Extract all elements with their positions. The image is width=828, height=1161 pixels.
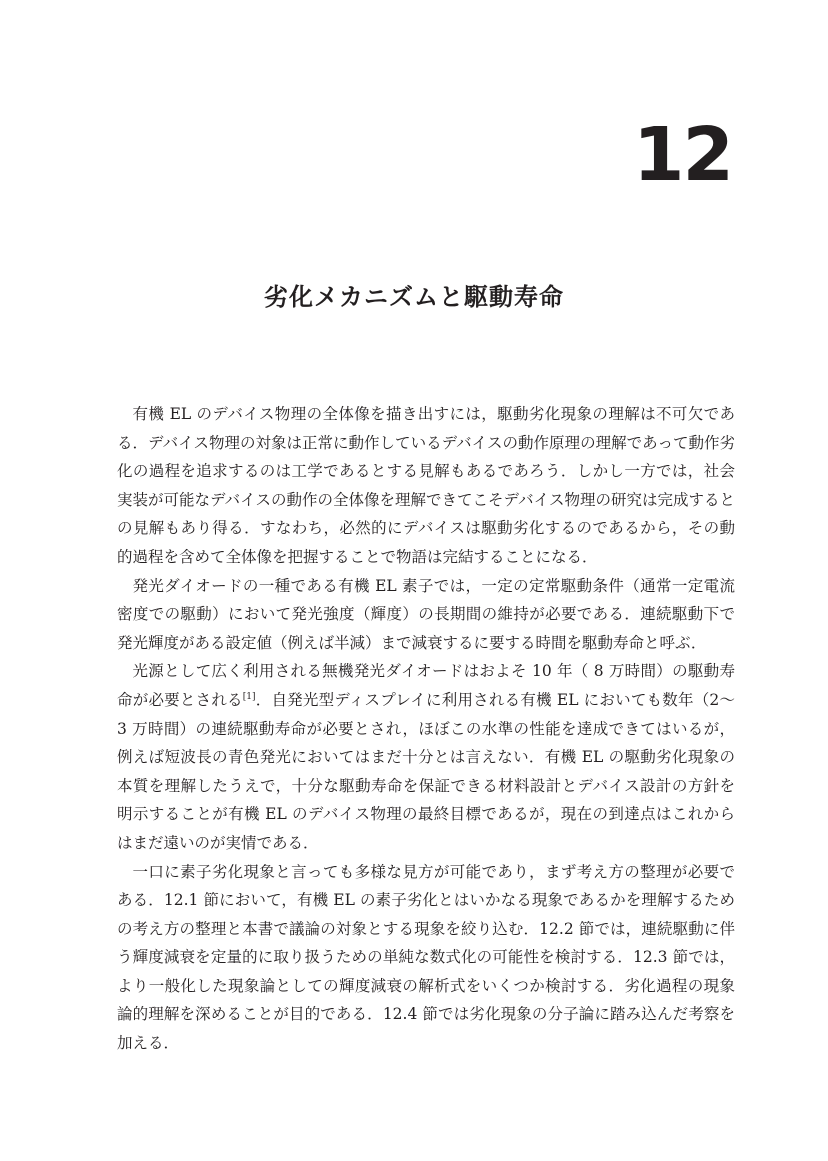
paragraph-lifetime-text-after: ．自発光型ディスプレイに利用される有機 EL においても数年（2～3 万時間）の連続駆動寿命が必要とされ，ほぼこの水準の性能を達成できてはいるが，例えば短波長の青色発光においてはまだ十分とは言えない．有機 EL の駆動劣化現象の本質を理解したうえで，十分な駆動寿命を保証できる材料設計とデバイス設計の方針を明示することが有機 EL のデバイス物理の最終目標であるが，現在の到達点はこれからはまだ遠いのが実情である． bbox=[117, 690, 735, 852]
chapter-title: 劣化メカニズムと駆動寿命 bbox=[264, 283, 564, 311]
paragraph-intro: 有機 EL のデバイス物理の全体像を描き出すには，駆動劣化現象の理解は不可欠である．デバイス物理の対象は正常に動作しているデバイスの動作原理の理解であって動作劣化の過程を追求するのは工学であるとする見解もあるであろう．しかし一方では，社会実装が可能なデバイスの動作の全体像を理解できてこそデバイス物理の研究は完成するとの見解もあり得る．すなわち，必然的にデバイスは駆動劣化するのであるから，その動的過程を含めて全体像を把握することで物語は完結することになる． bbox=[117, 405, 735, 566]
chapter-body bbox=[117, 400, 735, 1058]
citation-reference: [1] bbox=[242, 691, 256, 702]
paragraph-lifetime-text-before: 光源として広く利用される無機発光ダイオードはおよそ 10 年（ 8 万時間）の駆動寿命が必要とされる bbox=[117, 662, 735, 709]
paragraph-lifetime bbox=[117, 657, 735, 857]
paragraph-definition: 発光ダイオードの一種である有機 EL 素子では，一定の定常駆動条件（通常一定電流密度での駆動）において発光強度（輝度）の長期間の維持が必要である．連続駆動下で発光輝度がある設定値（例えば半減）まで減衰するに要する時間を駆動寿命と呼ぶ． bbox=[117, 576, 735, 652]
paragraph-outline: 一口に素子劣化現象と言っても多様な見方が可能であり，まず考え方の整理が必要である．12.1 節において，有機 EL の素子劣化とはいかなる現象であるかを理解するための考え方の整理と本書で議論の対象とする現象を絞り込む．12.2 節では，連続駆動に伴う輝度減衰を定量的に取り扱うための単純な数式化の可能性を検討する．12.3 節では，より一般化した現象論としての輝度減衰の解析式をいくつか検討する．劣化過程の現象論的理解を深めることが目的である．12.4 節では劣化現象の分子論に踏み込んだ考察を加える． bbox=[117, 862, 735, 1053]
chapter-number: 12 bbox=[633, 112, 732, 198]
